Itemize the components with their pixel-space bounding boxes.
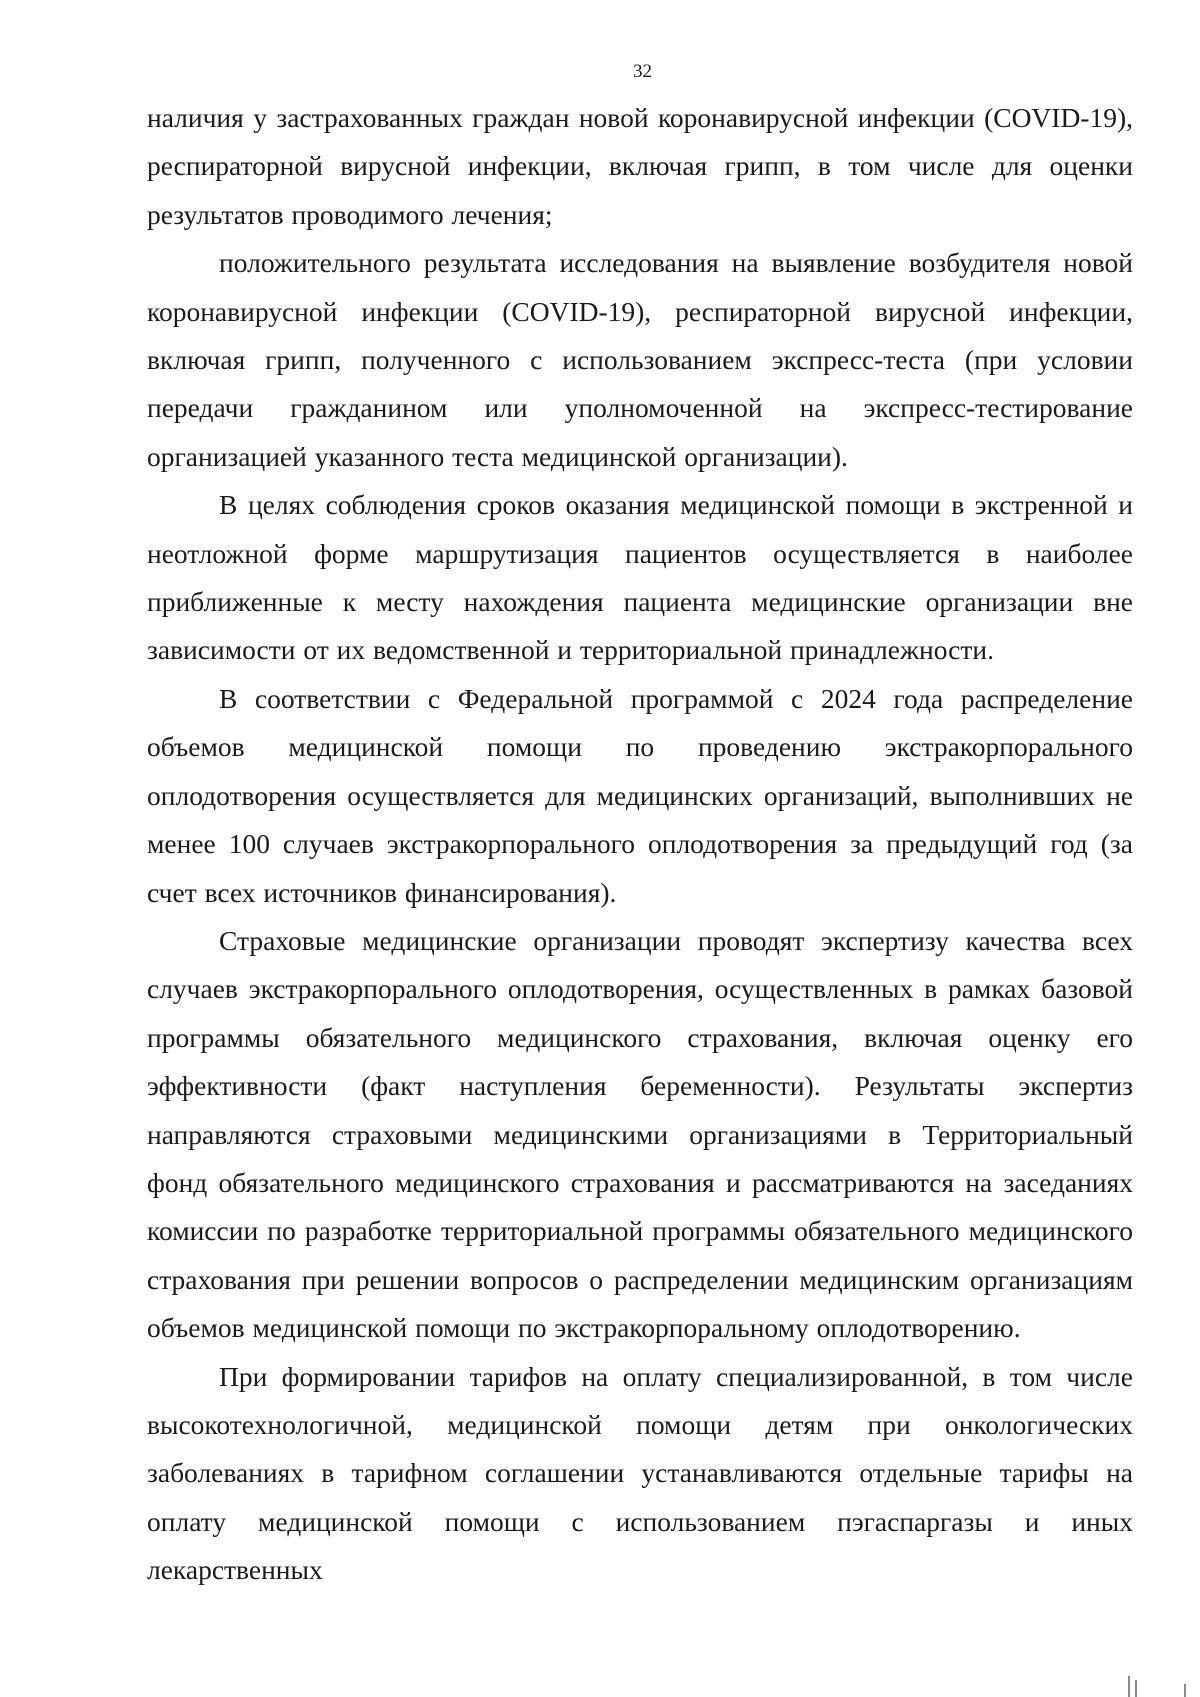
scan-edge-mark — [1184, 1684, 1186, 1697]
paragraph-1: наличия у застрахованных граждан новой коронавирусной инфекции (COVID-19), респираторной вирусной инфекции, включая грипп, в том числе для оценки результатов проводимого лечения; — [147, 102, 1133, 230]
paragraph-5: Страховые медицинские организации проводят экспертизу качества всех случаев экстракорпорального оплодотворения, осуществленных в рамках базовой программы обязательного медицинского страхования, включая оценку его эффективности (факт наступления беременности). Результаты экспертиз направляются страховыми медицинскими организациями в Территориальный фонд обязательного медицинского страхования и рассматриваются на заседаниях комиссии по разработке территориальной программы обязательного медицинского страхования при решении вопросов о распределении медицинским организациям объемов медицинской помощи по экстракорпоральному оплодотворению. — [147, 924, 1133, 1344]
paragraph-6: При формировании тарифов на оплату специализированной, в том числе высокотехнологичной, медицинской помощи детям при онкологических заболеваниях в тарифном соглашении устанавливаются отдельные тарифы на оплату медицинской помощи с использованием пэгаспаргазы и иных лекарственных — [147, 1360, 1133, 1586]
page-number: 32 — [633, 61, 652, 82]
scan-edge-mark — [1128, 1676, 1130, 1697]
scan-edge-mark — [1135, 1680, 1137, 1697]
paragraph-2: положительного результата исследования на выявление возбудителя новой коронавирусной инфекции (COVID-19), респираторной вирусной инфекции, включая грипп, полученного с использованием экспресс-теста (при условии передачи гражданином или уполномоченной на экспресс-тестирование организацией указанного теста медицинской организации). — [147, 247, 1133, 472]
paragraph-3: В целях соблюдения сроков оказания медицинской помощи в экстренной и неотложной форме маршрутизация пациентов осуществляется в наиболее приближенные к месту нахождения пациента медицинские организации вне зависимости от их ведомственной и территориальной принадлежности. — [147, 489, 1133, 666]
document-body — [147, 94, 1133, 1595]
paragraph-4: В соответствии с Федеральной программой с 2024 года распределение объемов медицинской помощи по проведению экстракорпорального оплодотворения осуществляется для медицинских организаций, выполнивших не менее 100 случаев экстракорпорального оплодотворения за предыдущий год (за счет всех источников финансирования). — [147, 682, 1133, 908]
